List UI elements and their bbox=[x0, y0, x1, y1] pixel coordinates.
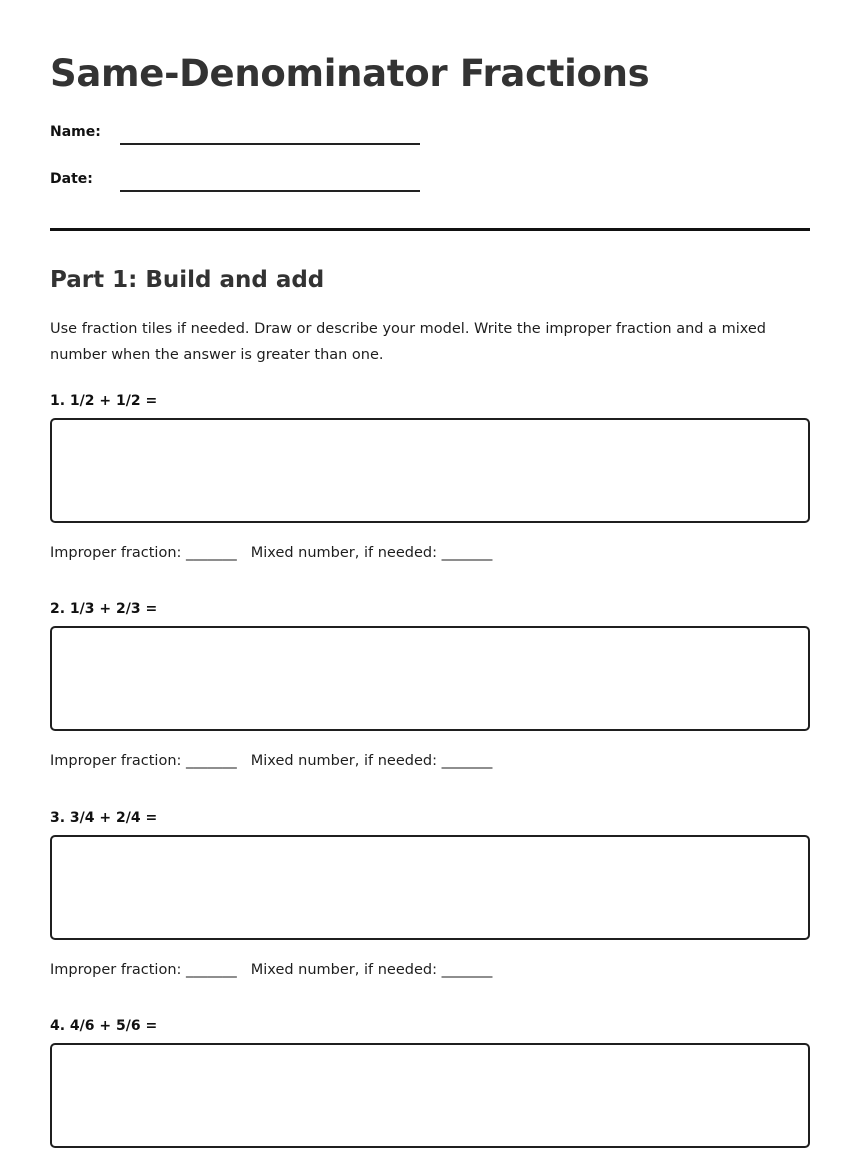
name-field-row bbox=[50, 122, 450, 152]
mixed-number-prompt: Mixed number, if needed: _______ bbox=[250, 962, 493, 978]
work-box[interactable] bbox=[50, 835, 810, 940]
work-box[interactable] bbox=[50, 1043, 810, 1148]
name-label: Name: bbox=[50, 124, 101, 140]
problem-label: 3. 3/4 + 2/4 = bbox=[50, 810, 158, 826]
answer-line bbox=[50, 543, 492, 563]
part1-heading: Part 1: Build and add bbox=[50, 267, 325, 293]
problem-label: 2. 1/3 + 2/3 = bbox=[50, 601, 158, 617]
answer-line bbox=[50, 751, 492, 771]
problem-label: 1. 1/2 + 1/2 = bbox=[50, 393, 158, 409]
problem-label: 4. 4/6 + 5/6 = bbox=[50, 1018, 158, 1034]
answer-line bbox=[50, 960, 492, 980]
work-box[interactable] bbox=[50, 418, 810, 523]
improper-fraction-prompt: Improper fraction: _______ bbox=[50, 545, 237, 561]
date-field-row bbox=[50, 169, 450, 199]
date-write-line[interactable] bbox=[120, 190, 420, 192]
worksheet-title: Same-Denominator Fractions bbox=[50, 52, 650, 95]
date-label: Date: bbox=[50, 171, 93, 187]
mixed-number-prompt: Mixed number, if needed: _______ bbox=[250, 753, 493, 769]
work-box[interactable] bbox=[50, 626, 810, 731]
improper-fraction-prompt: Improper fraction: _______ bbox=[50, 753, 237, 769]
header-divider bbox=[50, 228, 810, 231]
name-write-line[interactable] bbox=[120, 143, 420, 145]
part1-instructions: Use fraction tiles if needed. Draw or describe your model. Write the improper fraction and a mixed number when the answer is greater than one. bbox=[50, 321, 767, 363]
mixed-number-prompt: Mixed number, if needed: _______ bbox=[250, 545, 493, 561]
improper-fraction-prompt: Improper fraction: _______ bbox=[50, 962, 237, 978]
